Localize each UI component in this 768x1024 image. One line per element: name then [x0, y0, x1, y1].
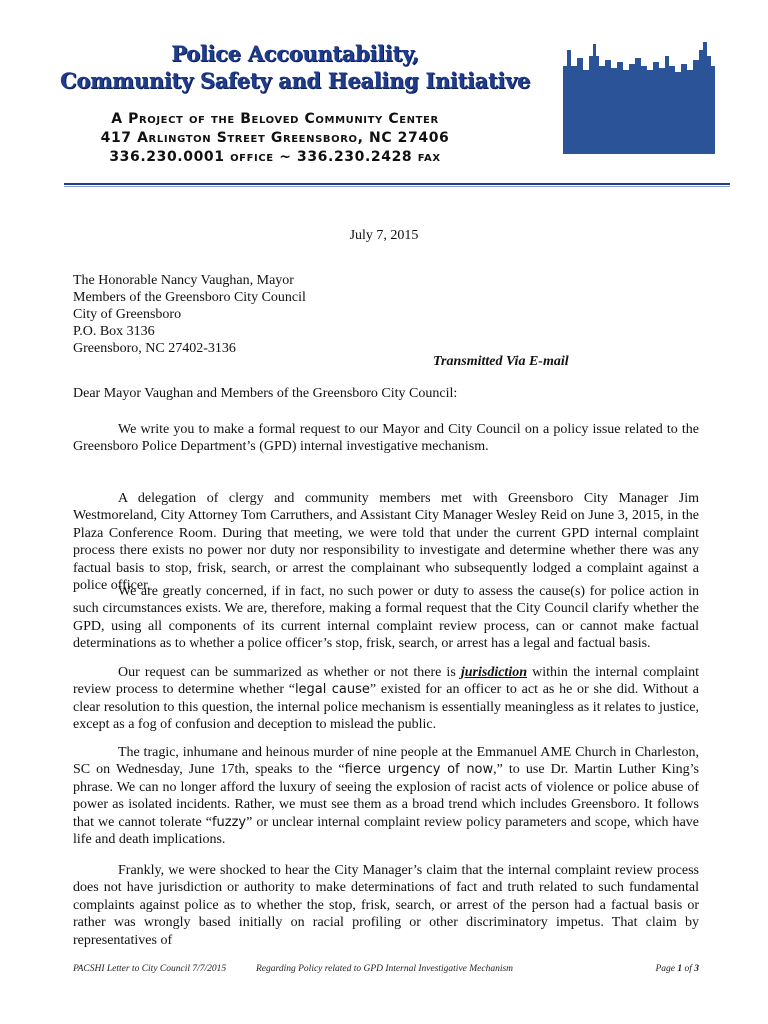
body-paragraph-6: Frankly, we were shocked to hear the City Manager’s claim that the internal complaint review process does not have jurisdiction or authority to make determinations of fact and truth related to such fundamental complaints against police as to whether the stop, frisk, search, or arrest of the person had a factual basis or rather was wrongly based initially on racial profiling or other discriminatory impetus. That claim by representatives of: [73, 863, 699, 948]
fuzzy-phrase: fuzzy: [211, 814, 247, 830]
organization-title: [55, 40, 535, 94]
page-indicator: [655, 964, 699, 974]
legal-cause-phrase: legal cause: [294, 682, 370, 698]
recipient-line: P.O. Box 3136: [73, 324, 155, 339]
p4-text-c: ” existed for an officer to act as he or she did. Without a clear resolution to this question, the internal police mechanism is essentially meaningless as it relates to justice, except as a fog of confusion and deception to mislead the public.: [73, 682, 699, 733]
city-skyline-logo-icon: [563, 36, 715, 154]
footer-left: PACSHI Letter to City Council 7/7/2015: [73, 964, 227, 974]
recipient-line: Members of the Greensboro City Council: [73, 290, 306, 305]
p5-text-c: ” or unclear internal complaint review policy parameters and scope, which have life and death implications.: [73, 814, 699, 848]
title-line-1: Police Accountability,: [171, 41, 419, 66]
page-number: 1: [677, 964, 683, 974]
jurisdiction-emphasis: jurisdiction: [460, 665, 527, 680]
recipient-line: City of Greensboro: [73, 307, 182, 322]
body-paragraph-5: [73, 744, 699, 848]
page-prefix: Page: [655, 964, 678, 974]
letter-date: July 7, 2015: [349, 228, 419, 243]
title-line-2: Community Safety and Healing Initiative: [59, 68, 531, 93]
recipient-address: [73, 272, 306, 357]
salutation: Dear Mayor Vaughan and Members of the Greensboro City Council:: [73, 386, 458, 401]
footer-middle: Regarding Policy related to GPD Internal Investigative Mechanism: [256, 964, 514, 974]
project-line: A Project of the Beloved Community Center: [111, 111, 439, 127]
p4-text-a: Our request can be summarized as whether or not there is: [118, 665, 461, 680]
body-paragraph-1: We write you to make a formal request to our Mayor and City Council on a policy issue related to the Greensboro Police Department’s (GPD) internal investigative mechanism.: [73, 422, 699, 455]
recipient-line: Greensboro, NC 27402-3136: [73, 341, 236, 356]
p4-text-b: within the internal complaint review process to determine whether “: [73, 665, 699, 698]
body-paragraph-2: A delegation of clergy and community members met with Greensboro City Manager Jim Westmoreland, City Attorney Tom Carruthers, and Assistant City Manager Wesley Reid on June 3, 2015, in the Plaza Conference Room. During that meeting, we were told that under the current GPD internal complaint process there exists no power nor duty nor responsibility to investigate and determine whether there was any factual basis to stop, frisk, search, or arrest the complainant who subsequently lodged a complaint against a police officer.: [73, 491, 699, 594]
fierce-urgency-phrase: fierce urgency of now: [344, 762, 494, 778]
recipient-line: The Honorable Nancy Vaughan, Mayor: [73, 273, 294, 288]
header-divider: [64, 183, 730, 185]
phone-line: 336.230.0001 office ~ 336.230.2428 fax: [109, 149, 441, 165]
header-divider-shadow: [64, 186, 730, 187]
page-total: 3: [694, 964, 699, 974]
body-paragraph-3: We are greatly concerned, if in fact, no such power or duty to assess the cause(s) for police action in such circumstances exists. We are, therefore, making a formal request that the City Council clarify whether the GPD, using all components of its current internal complaint review process, can or cannot make factual determinations as to whether a police officer’s stop, frisk, search, or arrest has a legal and factual basis.: [73, 584, 699, 652]
transmittal-note: Transmitted Via E-mail: [433, 354, 569, 369]
p5-text-b: ,” to use Dr. Martin Luther King’s phrase. We can no longer afford the luxury of seeing the explosion of racist acts of violence or police abuse of power as isolated incidents. Rather, we must see them as a broad trend which includes Greensboro. It follows that we cannot tolerate “: [73, 762, 699, 830]
p5-text-a: The tragic, inhumane and heinous murder of nine people at the Emmanuel AME Church in Charleston, SC on Wednesday, June 17th, speaks to the “: [73, 745, 699, 778]
address-line: 417 Arlington Street Greensboro, NC 27406: [100, 130, 450, 146]
body-paragraph-4: [73, 664, 699, 734]
skyline-shape: [563, 42, 715, 154]
page-sep: of: [682, 964, 695, 974]
